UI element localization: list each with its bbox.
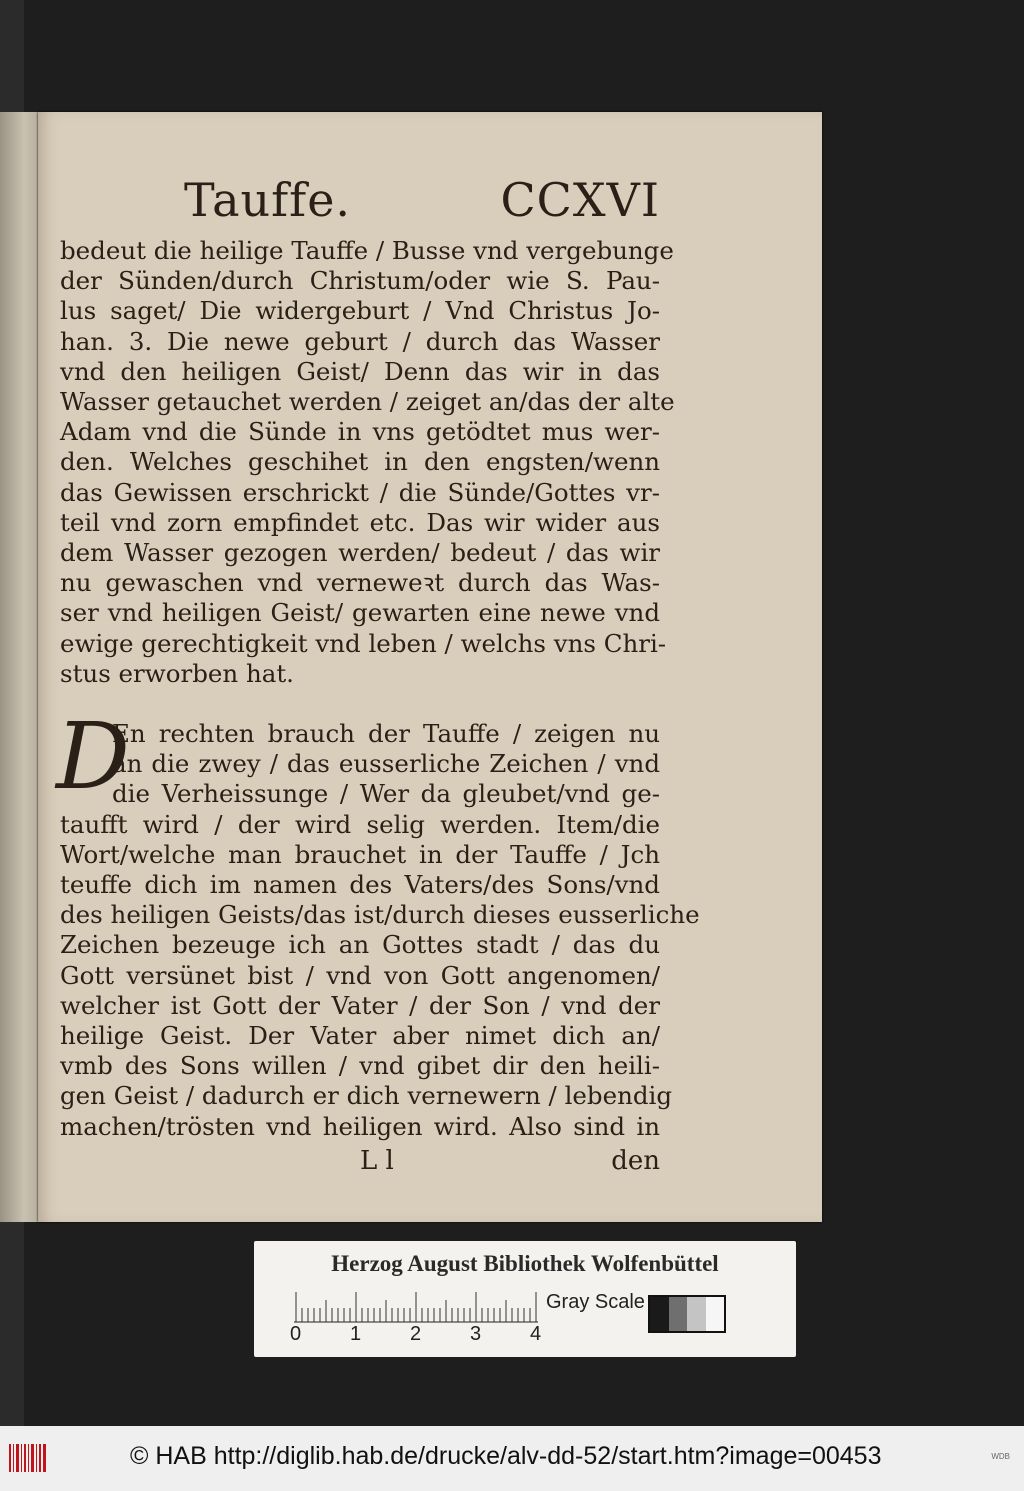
folio-number: CCXVI xyxy=(500,173,660,227)
text-line: En rechten brauch der Tauffe / zeigen nu xyxy=(112,719,660,749)
text-line: dem Wasser gezogen werden/ bedeut / das wir xyxy=(60,538,660,568)
text-line: ser vnd heiligen Geist/ gewarten eine newe vnd xyxy=(60,598,660,628)
gray-swatch xyxy=(650,1297,669,1331)
text-line: welcher ist Gott der Vater / der Son / vnd der xyxy=(60,990,660,1020)
running-head-title: Tauffe. xyxy=(184,173,352,227)
text-line: Zeichen bezeuge ich an Gottes stadt / das du xyxy=(60,930,660,960)
ruler-scale xyxy=(294,1291,544,1323)
text-line: taufft wird / der wird selig werden. Item/die xyxy=(60,809,660,839)
text-line: teil vnd zorn empfindet etc. Das wir wider aus xyxy=(60,507,660,537)
text-line: heilige Geist. Der Vater aber nimet dich an/ xyxy=(60,1021,660,1051)
ruler-number: 3 xyxy=(470,1323,482,1345)
text-line: des heiligen Geists/das ist/durch dieses eusserliche xyxy=(60,900,700,930)
running-head xyxy=(60,172,660,236)
text-line: nu gewaschen vnd verneweꝛt durch das Was- xyxy=(60,568,660,598)
text-line: ewige gerechtigkeit vnd leben / welchs vns Chri- xyxy=(60,628,667,658)
paragraph-2 xyxy=(56,703,700,1142)
gray-swatch xyxy=(687,1297,706,1331)
footer-bar xyxy=(0,1426,1024,1491)
book-page xyxy=(38,112,822,1222)
text-line: Gott versünet bist / vnd von Gott angenomen/ xyxy=(60,960,660,990)
text-line: Wort/welche man brauchet in der Tauffe / Jch xyxy=(60,839,660,869)
text-line: Adam vnd die Sünde in vns getödtet mus wer- xyxy=(60,417,660,447)
text-line: stus erworben hat. xyxy=(60,658,294,688)
ruler-number: 4 xyxy=(530,1323,542,1345)
text-line: der Sünden/durch Christum/oder wie S. Pau- xyxy=(60,266,660,296)
text-line: die Verheissunge / Wer da gleubet/vnd ge- xyxy=(112,779,660,809)
gray-scale-swatches xyxy=(648,1295,726,1333)
ruler-number: 0 xyxy=(290,1323,302,1345)
paragraph-1 xyxy=(60,236,675,689)
text-line: teuffe dich im namen des Vaters/des Sons/vnd xyxy=(60,870,660,900)
text-line: gen Geist / dadurch er dich vernewern / lebendig xyxy=(60,1081,673,1111)
gray-swatch xyxy=(706,1297,725,1331)
text-line: vmb des Sons willen / vnd gibet dir den heili- xyxy=(60,1051,660,1081)
text-line: Wasser getauchet werden / zeiget an/das der alte xyxy=(60,387,675,417)
ruler-number: 2 xyxy=(410,1323,422,1345)
text-line: machen/trösten vnd heiligen wird. Also sind in xyxy=(60,1111,660,1141)
gray-swatch xyxy=(669,1297,688,1331)
page-text xyxy=(56,172,700,1176)
library-color-card xyxy=(254,1241,796,1357)
wdb-mark: WDB xyxy=(991,1452,1010,1461)
text-line: han. 3. Die newe geburt / durch das Wasser xyxy=(60,326,660,356)
text-line: bedeut die heilige Tauffe / Busse vnd vergebunge xyxy=(60,236,674,265)
signature-mark: L l xyxy=(360,1145,394,1176)
page-foot xyxy=(60,1142,660,1176)
barcode-icon xyxy=(8,1440,48,1476)
drop-capital: D xyxy=(56,703,130,811)
text-line: vnd den heiligen Geist/ Denn das wir in das xyxy=(60,356,660,386)
text-line: an die zwey / das eusserliche Zeichen / vnd xyxy=(112,749,660,779)
copyright-credit: © HAB http://diglib.hab.de/drucke/alv-dd-52/start.htm?image=00453 xyxy=(130,1442,882,1470)
text-line: lus saget/ Die widergeburt / Vnd Christus Jo- xyxy=(60,296,660,326)
ruler-number: 1 xyxy=(350,1323,362,1345)
facing-page-edge xyxy=(0,112,40,1222)
text-line: den. Welches geschihet in den engsten/wenn xyxy=(60,447,660,477)
institution-name: Herzog August Bibliothek Wolfenbüttel xyxy=(331,1251,719,1276)
gray-scale-label: Gray Scale xyxy=(546,1291,645,1313)
text-line: das Gewissen erschrickt / die Sünde/Gottes vr- xyxy=(60,477,660,507)
catchword: den xyxy=(611,1145,660,1176)
